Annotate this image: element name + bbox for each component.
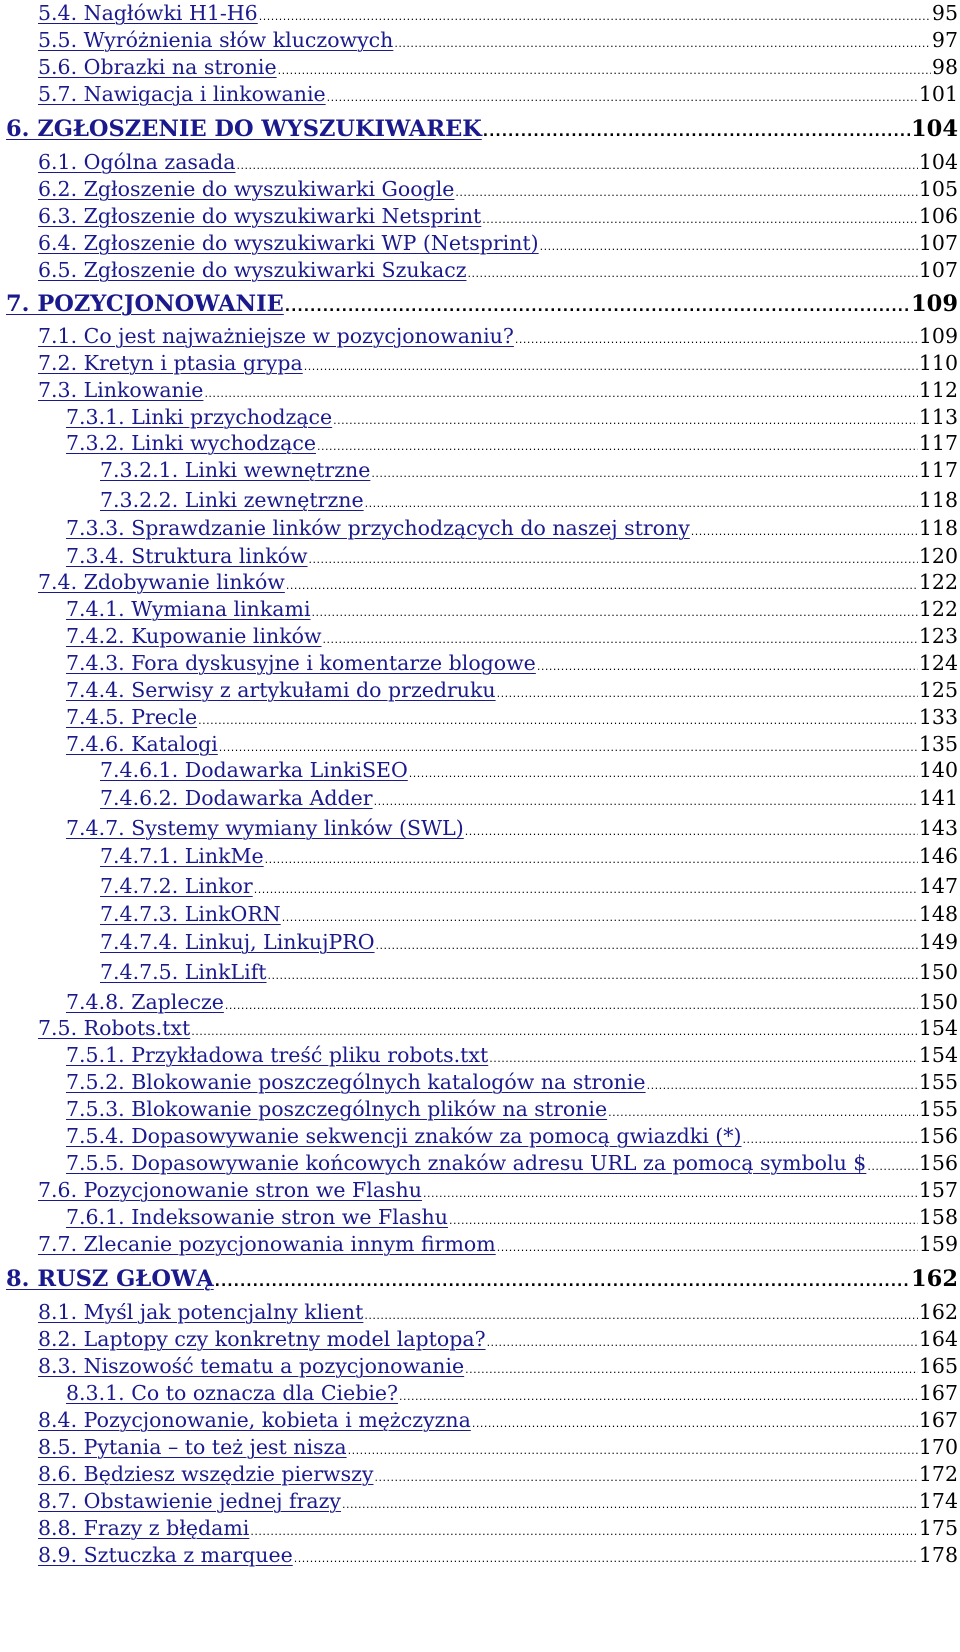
dot-leader [327, 84, 918, 105]
toc-entry[interactable] [0, 1518, 960, 1539]
toc-entry-link[interactable]: 7.4.8. Zaplecze [66, 990, 224, 1014]
toc-entry[interactable] [0, 680, 960, 701]
toc-page-number: 112 [918, 378, 958, 402]
toc-page-number: 107 [918, 258, 958, 282]
toc-entry-link[interactable]: 7.5.5. Dopasowywanie końcowych znaków adresu URL za pomocą symbolu $ [66, 1151, 867, 1175]
toc-entry[interactable] [0, 992, 960, 1013]
dot-leader [286, 572, 918, 593]
toc-page-number: 123 [918, 624, 958, 648]
toc-entry[interactable] [0, 707, 960, 728]
toc-entry-link[interactable]: 7.5.4. Dopasowywanie sekwencji znaków za pomocą gwiazdki (*) [66, 1124, 742, 1148]
dot-leader [394, 30, 931, 51]
toc-page-number: 155 [918, 1097, 958, 1121]
dot-leader [198, 707, 918, 728]
toc-page-number: 109 [911, 291, 958, 317]
toc-entry-link[interactable]: 7.4.7.5. LinkLift [100, 960, 267, 984]
toc-page-number: 135 [918, 732, 958, 756]
toc-page-number: 155 [918, 1070, 958, 1094]
toc-entry-link[interactable]: 7.6. Pozycjonowanie stron we Flashu [38, 1178, 422, 1202]
toc-entry-link[interactable]: 7.5.2. Blokowanie poszczególnych katalogów na stronie [66, 1070, 646, 1094]
toc-page-number: 107 [918, 231, 958, 255]
dot-leader [294, 1545, 918, 1566]
toc-entry-link[interactable]: 7.3.2. Linki wychodzące [66, 431, 316, 455]
toc-entry[interactable] [0, 380, 960, 401]
dot-leader [465, 818, 918, 839]
toc-entry[interactable] [0, 1234, 960, 1255]
toc-page-number: 164 [918, 1327, 958, 1351]
toc-page-number: 162 [918, 1300, 958, 1324]
toc-page-number: 117 [918, 458, 958, 482]
toc-entry-link[interactable]: 8.7. Obstawienie jednej frazy [38, 1489, 341, 1513]
toc-page-number: 162 [911, 1266, 958, 1292]
toc-entry-link[interactable]: 8.3. Niszowość tematu a pozycjonowanie [38, 1354, 465, 1378]
toc-entry[interactable] [0, 1329, 960, 1350]
toc-entry[interactable] [0, 1207, 960, 1228]
dot-leader [191, 1018, 918, 1039]
toc-entry-link[interactable]: 7.4.5. Precle [66, 705, 198, 729]
toc-entry[interactable] [0, 1545, 960, 1566]
dot-leader [215, 1268, 910, 1291]
toc-entry[interactable] [0, 572, 960, 593]
dot-leader [423, 1180, 918, 1201]
toc-entry[interactable] [0, 490, 960, 511]
toc-entry-link[interactable]: 7.5. Robots.txt [38, 1016, 191, 1040]
toc-entry-link[interactable]: 7.3. Linkowanie [38, 378, 204, 402]
toc-page-number: 150 [918, 960, 958, 984]
toc-page-number: 118 [918, 488, 958, 512]
toc-entry-link[interactable]: 6.5. Zgłoszenie do wyszukiwarki Szukacz [38, 258, 467, 282]
dot-leader [254, 876, 918, 897]
toc-entry[interactable] [0, 260, 960, 281]
toc-entry[interactable] [0, 962, 960, 983]
toc-entry[interactable] [0, 546, 960, 567]
toc-entry-link[interactable]: 7.1. Co jest najważniejsze w pozycjonowaniu? [38, 324, 514, 348]
dot-leader [483, 118, 910, 141]
toc-entry[interactable] [0, 626, 960, 647]
dot-leader [743, 1126, 918, 1147]
toc-entry[interactable] [0, 1180, 960, 1201]
dot-leader [309, 546, 918, 567]
toc-entry-link[interactable]: 8.9. Sztuczka z marquee [38, 1543, 293, 1567]
toc-entry-link[interactable]: 6.1. Ogólna zasada [38, 150, 236, 174]
dot-leader [304, 353, 918, 374]
dot-leader [537, 653, 918, 674]
toc-page-number: 174 [918, 1489, 958, 1513]
toc-entry[interactable] [0, 1383, 960, 1404]
toc-entry[interactable] [0, 788, 960, 809]
toc-entry-link[interactable]: 7.4.7.1. LinkMe [100, 844, 264, 868]
toc-entry-link[interactable]: 7.3.3. Sprawdzanie linków przychodzących do naszej strony [66, 516, 690, 540]
toc-entry[interactable] [0, 1356, 960, 1377]
toc-entry[interactable] [0, 904, 960, 925]
toc-page-number: 120 [918, 544, 958, 568]
dot-leader [265, 846, 918, 867]
toc-entry[interactable] [0, 433, 960, 454]
toc-page-number: 143 [918, 816, 958, 840]
dot-leader [225, 992, 918, 1013]
toc-entry-link[interactable]: 7.4.7.4. Linkuj, LinkujPRO [100, 930, 375, 954]
toc-page-number: 157 [918, 1178, 958, 1202]
dot-leader [482, 206, 918, 227]
dot-leader [449, 1207, 918, 1228]
toc-page-number: 140 [918, 758, 958, 782]
toc-entry-link[interactable]: 8.2. Laptopy czy konkretny model laptopa? [38, 1327, 486, 1351]
toc-entry-link[interactable]: 8.3.1. Co to oznacza dla Ciebie? [66, 1381, 399, 1405]
toc-page-number: 101 [918, 82, 958, 106]
toc-entry-link[interactable]: 7.6.1. Indeksowanie stron we Flashu [66, 1205, 448, 1229]
toc-page-number: 170 [918, 1435, 958, 1459]
toc-entry[interactable] [0, 760, 960, 781]
toc-entry[interactable] [0, 653, 960, 674]
toc-page-number: 133 [918, 705, 958, 729]
toc-entry-link[interactable]: 7.3.2.1. Linki wewnętrzne [100, 458, 371, 482]
dot-leader [374, 1464, 917, 1485]
dot-leader [323, 626, 918, 647]
dot-leader [608, 1099, 918, 1120]
toc-entry[interactable] [0, 1126, 960, 1147]
toc-page-number: 167 [918, 1381, 958, 1405]
toc-page-number: 147 [918, 874, 958, 898]
toc-entry[interactable] [0, 846, 960, 867]
toc-entry-link[interactable]: 5.7. Nawigacja i linkowanie [38, 82, 326, 106]
toc-entry[interactable] [0, 57, 960, 78]
toc-page-number: 117 [918, 431, 958, 455]
dot-leader [497, 680, 918, 701]
toc-entry[interactable] [0, 1491, 960, 1512]
toc-entry-link[interactable]: 5.6. Obrazki na stronie [38, 55, 277, 79]
toc-entry[interactable] [0, 3, 960, 24]
toc-entry[interactable] [0, 599, 960, 620]
toc-page-number: 97 [931, 28, 958, 52]
toc-page-number: 124 [918, 651, 958, 675]
toc-entry[interactable] [0, 118, 960, 141]
toc-page-number: 98 [931, 55, 958, 79]
toc-page-number: 154 [918, 1016, 958, 1040]
toc-entry[interactable] [0, 1464, 960, 1485]
dot-leader [376, 932, 918, 953]
toc-entry-link[interactable]: 7. POZYCJONOWANIE [6, 291, 284, 317]
toc-page-number: 156 [918, 1124, 958, 1148]
toc-entry[interactable] [0, 1018, 960, 1039]
toc-page-number: 122 [918, 597, 958, 621]
dot-leader [333, 407, 918, 428]
toc-entry[interactable] [0, 1268, 960, 1291]
toc-page-number: 146 [918, 844, 958, 868]
dot-leader [317, 433, 918, 454]
toc-page-number: 104 [911, 116, 958, 142]
toc-entry[interactable] [0, 460, 960, 481]
dot-leader [465, 1356, 918, 1377]
toc-entry-link[interactable]: 7.4.6.1. Dodawarka LinkiSEO [100, 758, 408, 782]
dot-leader [489, 1045, 918, 1066]
dot-leader [282, 904, 918, 925]
dot-leader [204, 380, 917, 401]
dot-leader [365, 490, 918, 511]
toc-entry-link[interactable]: 8.5. Pytania – to też jest nisza [38, 1435, 347, 1459]
dot-leader [364, 1302, 917, 1323]
toc-entry-link[interactable]: 7.4.4. Serwisy z artykułami do przedruku [66, 678, 496, 702]
dot-leader [312, 599, 918, 620]
toc-entry-link[interactable]: 8.8. Frazy z błędami [38, 1516, 250, 1540]
toc-entry-link[interactable]: 7.3.4. Struktura linków [66, 544, 308, 568]
toc-page-number: 149 [918, 930, 958, 954]
toc-entry-link[interactable]: 7.4.6.2. Dodawarka Adder [100, 786, 373, 810]
toc-entry-link[interactable]: 7.4.7. Systemy wymiany linków (SWL) [66, 816, 464, 840]
toc-entry-link[interactable]: 7.4.3. Fora dyskusyjne i komentarze blogowe [66, 651, 536, 675]
toc-page-number: 105 [918, 177, 958, 201]
dot-leader [268, 962, 918, 983]
toc-entry[interactable] [0, 293, 960, 316]
dot-leader [472, 1410, 918, 1431]
toc-entry-link[interactable]: 7.7. Zlecanie pozycjonowania innym firmom [38, 1232, 496, 1256]
dot-leader [455, 179, 917, 200]
toc-entry-link[interactable]: 8.6. Będziesz wszędzie pierwszy [38, 1462, 374, 1486]
dot-leader [399, 1383, 918, 1404]
toc-entry-link[interactable]: 7.5.3. Blokowanie poszczególnych plików na stronie [66, 1097, 608, 1121]
toc-page-number: 156 [918, 1151, 958, 1175]
toc-entry[interactable] [0, 233, 960, 254]
dot-leader [540, 233, 918, 254]
toc-entry-link[interactable]: 7.4. Zdobywanie linków [38, 570, 285, 594]
toc-entry-link[interactable]: 7.4.7.3. LinkORN [100, 902, 281, 926]
toc-entry[interactable] [0, 206, 960, 227]
toc-entry[interactable] [0, 407, 960, 428]
dot-leader [497, 1234, 918, 1255]
toc-entry-link[interactable]: 5.5. Wyróżnienia słów kluczowych [38, 28, 394, 52]
toc-entry-link[interactable]: 6.2. Zgłoszenie do wyszukiwarki Google [38, 177, 455, 201]
toc-entry-link[interactable]: 7.4.6. Katalogi [66, 732, 218, 756]
dot-leader [487, 1329, 918, 1350]
toc-page-number: 150 [918, 990, 958, 1014]
dot-leader [219, 734, 918, 755]
toc-entry[interactable] [0, 932, 960, 953]
dot-leader [647, 1072, 918, 1093]
toc-page-number: 167 [918, 1408, 958, 1432]
dot-leader [468, 260, 918, 281]
dot-leader [250, 1518, 918, 1539]
toc-page-number: 125 [918, 678, 958, 702]
toc-page-number: 158 [918, 1205, 958, 1229]
dot-leader [371, 460, 918, 481]
toc-entry-link[interactable]: 5.4. Nagłówki H1-H6 [38, 1, 258, 25]
dot-leader [691, 518, 918, 539]
dot-leader [342, 1491, 918, 1512]
toc-page-number: 175 [918, 1516, 958, 1540]
toc-entry[interactable] [0, 1099, 960, 1120]
dot-leader [259, 3, 931, 24]
toc-entry[interactable] [0, 326, 960, 347]
dot-leader [348, 1437, 918, 1458]
toc-entry-link[interactable]: 8.1. Myśl jak potencjalny klient [38, 1300, 364, 1324]
dot-leader [515, 326, 918, 347]
toc-page-number: 141 [918, 786, 958, 810]
toc-entry-link[interactable]: 7.4.1. Wymiana linkami [66, 597, 311, 621]
toc-entry[interactable] [0, 179, 960, 200]
toc-page-number: 110 [918, 351, 958, 375]
toc-entry-link[interactable]: 7.4.7.2. Linkor [100, 874, 253, 898]
toc-entry[interactable] [0, 152, 960, 173]
toc-entry[interactable] [0, 353, 960, 374]
toc-entry-link[interactable]: 6.3. Zgłoszenie do wyszukiwarki Netsprint [38, 204, 482, 228]
toc-entry[interactable] [0, 30, 960, 51]
toc-entry[interactable] [0, 1302, 960, 1323]
toc-page-number: 95 [931, 1, 958, 25]
toc-page-number: 104 [918, 150, 958, 174]
toc-entry[interactable] [0, 876, 960, 897]
toc-entry-link[interactable]: 6.4. Zgłoszenie do wyszukiwarki WP (Netsprint) [38, 231, 539, 255]
dot-leader [374, 788, 918, 809]
dot-leader [285, 293, 910, 316]
toc-page-number: 172 [918, 1462, 958, 1486]
toc-page-number: 178 [918, 1543, 958, 1567]
toc-entry-link[interactable]: 8.4. Pozycjonowanie, kobieta i mężczyzna [38, 1408, 471, 1432]
toc-entry[interactable] [0, 1072, 960, 1093]
toc-page-number: 159 [918, 1232, 958, 1256]
toc-entry[interactable] [0, 1437, 960, 1458]
toc-page-number: 113 [918, 405, 958, 429]
toc-entry-link[interactable]: 8. RUSZ GŁOWĄ [6, 1266, 214, 1292]
toc-entry[interactable] [0, 84, 960, 105]
toc-page-number: 118 [918, 516, 958, 540]
toc-entry-link[interactable]: 7.2. Kretyn i ptasia grypa [38, 351, 303, 375]
toc-entry-link[interactable]: 7.4.2. Kupowanie linków [66, 624, 322, 648]
toc-entry-link[interactable]: 7.3.1. Linki przychodzące [66, 405, 333, 429]
toc-entry[interactable] [0, 1045, 960, 1066]
toc-entry[interactable] [0, 734, 960, 755]
toc-page-number: 109 [918, 324, 958, 348]
toc-entry[interactable] [0, 1410, 960, 1431]
toc-page-number: 165 [918, 1354, 958, 1378]
toc-page-number: 148 [918, 902, 958, 926]
toc-entry[interactable] [0, 818, 960, 839]
toc-entry-link[interactable]: 7.3.2.2. Linki zewnętrzne [100, 488, 364, 512]
dot-leader [278, 57, 931, 78]
dot-leader [867, 1153, 918, 1174]
toc-entry[interactable] [0, 518, 960, 539]
toc-page-number: 122 [918, 570, 958, 594]
toc-page-number: 106 [918, 204, 958, 228]
toc-entry-link[interactable]: 7.5.1. Przykładowa treść pliku robots.txt [66, 1043, 489, 1067]
dot-leader [409, 760, 918, 781]
toc-entry-link[interactable]: 6. ZGŁOSZENIE DO WYSZUKIWAREK [6, 116, 482, 142]
dot-leader [237, 152, 918, 173]
toc-page-number: 154 [918, 1043, 958, 1067]
toc-entry[interactable] [0, 1153, 960, 1174]
